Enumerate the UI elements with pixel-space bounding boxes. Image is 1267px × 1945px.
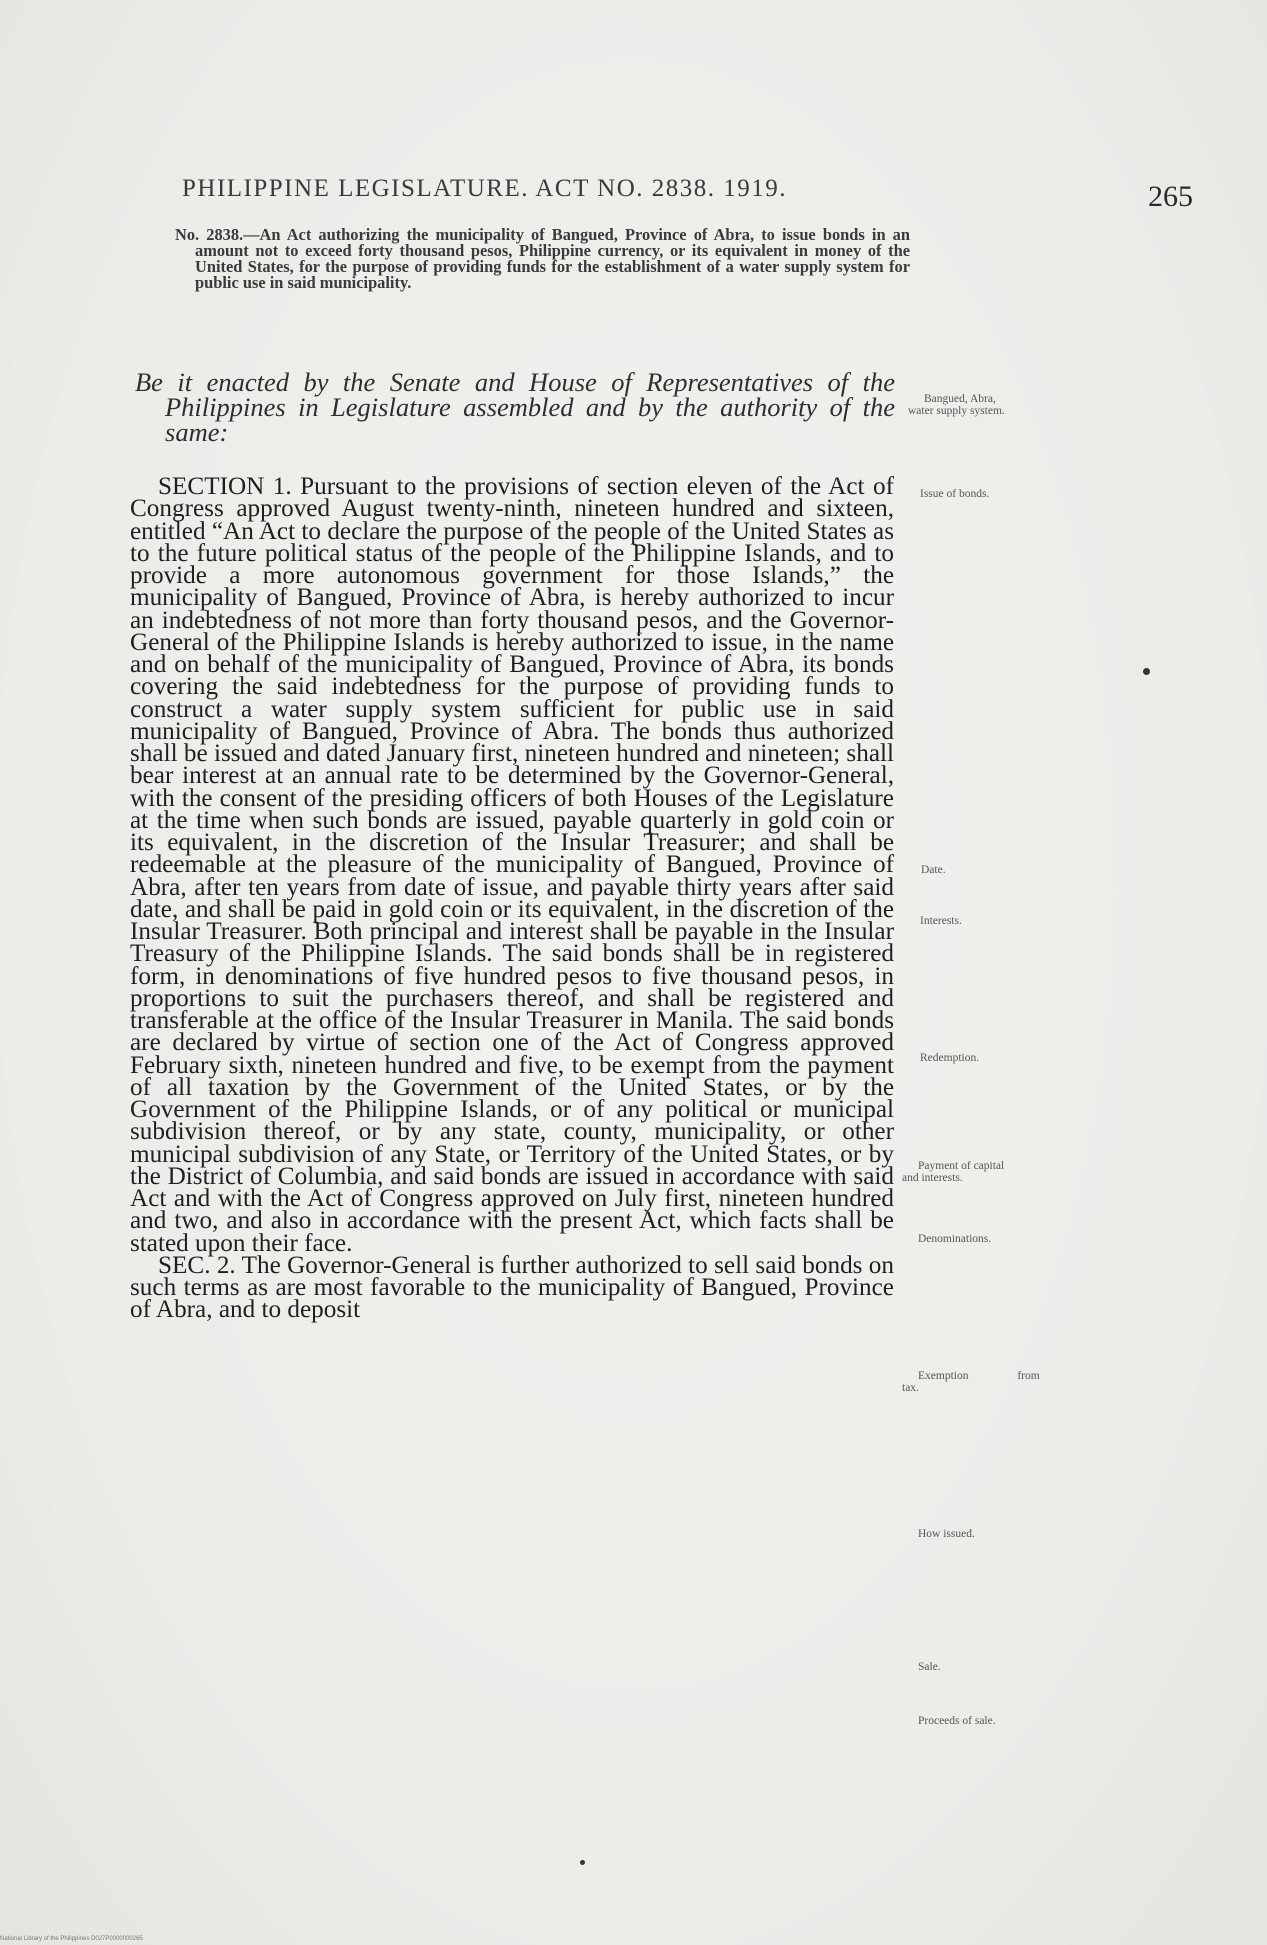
- section-2-label: SEC. 2.: [158, 1251, 236, 1279]
- margin-note-redemption: Redemption.: [920, 1052, 980, 1064]
- section-1: [130, 473, 894, 1257]
- page-number: 265: [1148, 180, 1193, 213]
- running-head: PHILIPPINE LEGISLATURE. ACT NO. 2838. 1919.: [182, 175, 788, 202]
- margin-note-bangued-line1: Bangued, Abra,: [924, 393, 996, 405]
- act-summary-text: No. 2838.—An Act authorizing the municipality of Bangued, Province of Abra, to issue bonds in an amount not to exceed forty thousand pesos, Philippine currency, or its equivalent in money of the United States, for the purpose of providing funds for the establishment of a water supply system for public use in said municipality.: [175, 225, 910, 292]
- act-summary: [150, 227, 910, 291]
- margin-note-how-issued: How issued.: [918, 1528, 975, 1540]
- margin-note-proceeds: Proceeds of sale.: [918, 1715, 996, 1727]
- margin-note-payment-line2: and interests.: [902, 1172, 963, 1184]
- margin-note-issue-of-bonds: Issue of bonds.: [920, 488, 990, 500]
- enacting-clause-text: Be it enacted by the Senate and House of Representatives of the Philippines in Legislature assembled and by the authority of the same:: [135, 367, 895, 447]
- margin-note-date: Date.: [921, 864, 946, 876]
- margin-note-exemption: [902, 1370, 1040, 1394]
- margin-note-exemption-line2: tax.: [902, 1382, 919, 1394]
- margin-note-payment: [902, 1160, 1005, 1184]
- scan-speck: [1143, 668, 1150, 675]
- margin-note-payment-line1: Payment of capital: [918, 1160, 1005, 1172]
- margin-note-bangued: [908, 393, 1005, 417]
- section-1-label: SECTION 1.: [158, 473, 292, 500]
- margin-note-denominations: Denominations.: [918, 1233, 992, 1245]
- margin-note-sale: Sale.: [918, 1661, 941, 1673]
- act-body: [130, 473, 894, 1324]
- section-2-text: The Governor-General is further authorized to sell said bonds on such terms as are most favorable to the municipality of Bangued, Province of Abra, and to deposit: [130, 1251, 894, 1324]
- margin-note-bangued-line2: water supply system.: [908, 405, 1005, 417]
- scan-speck: [580, 1860, 585, 1865]
- scan-footer: National Library of the Philippines D027P0000000265: [0, 1936, 143, 1942]
- margin-note-exemption-line1: Exemption from: [918, 1370, 1040, 1382]
- section-2: [130, 1251, 894, 1324]
- section-1-text: Pursuant to the provisions of section eleven of the Act of Congress approved August twenty-ninth, nineteen hundred and sixteen, entitled “An Act to declare the purpose of the people of the United States as to the future political status of the people of the Philippine Islands, and to provide a more autonomous government for those Islands,” the municipality of Bangued, Province of Abra, is hereby authorized to incur an indebtedness of not more than forty thousand pesos, and the Governor-General of the Philippine Islands is hereby authorized to issue, in the name and on behalf of the municipality of Bangued, Province of Abra, its bonds covering the said indebtedness for the purpose of providing funds to construct a water supply system sufficient for public use in said municipality of Bangued, Province of Abra. The bonds thus authorized shall be issued and dated January first, nineteen hundred and nineteen; shall bear interest at an annual rate to be determined by the Governor-General, with the consent of the presiding officers of both Houses of the Legislature at the time when such bonds are issued, payable quarterly in gold coin or its equivalent, in the discretion of the Insular Treasurer; and shall be redeemable at the pleasure of the municipality of Bangued, Province of Abra, after ten years from date of issue, and payable thirty years after said date, and shall be paid in gold coin or its equivalent, in the discretion of the Insular Treasurer. Both principal and interest shall be payable in the Insular Treasury of the Philippine Islands. The said bonds shall be in registered form, in denominations of five hundred pesos to five thousand pesos, in proportions to suit the purchasers thereof, and shall be registered and transferable at the office of the Insular Treasurer in Manila. The said bonds are declared by virtue of section one of the Act of Congress approved February sixth, nineteen hundred and five, to be exempt from the payment of all taxation by the Government of the United States, or by the Government of the Philippine Islands, or of any political or municipal subdivision thereof, or by any state, county, municipality, or other municipal subdivision of any State, or Territory of the United States, or by the District of Columbia, and said bonds are issued in accordance with said Act and with the Act of Congress approved on July first, nineteen hundred and two, and also in accordance with the present Act, which facts shall be stated upon their face.: [130, 473, 894, 1257]
- margin-note-interests: Interests.: [920, 915, 962, 927]
- enacting-clause: [135, 367, 895, 447]
